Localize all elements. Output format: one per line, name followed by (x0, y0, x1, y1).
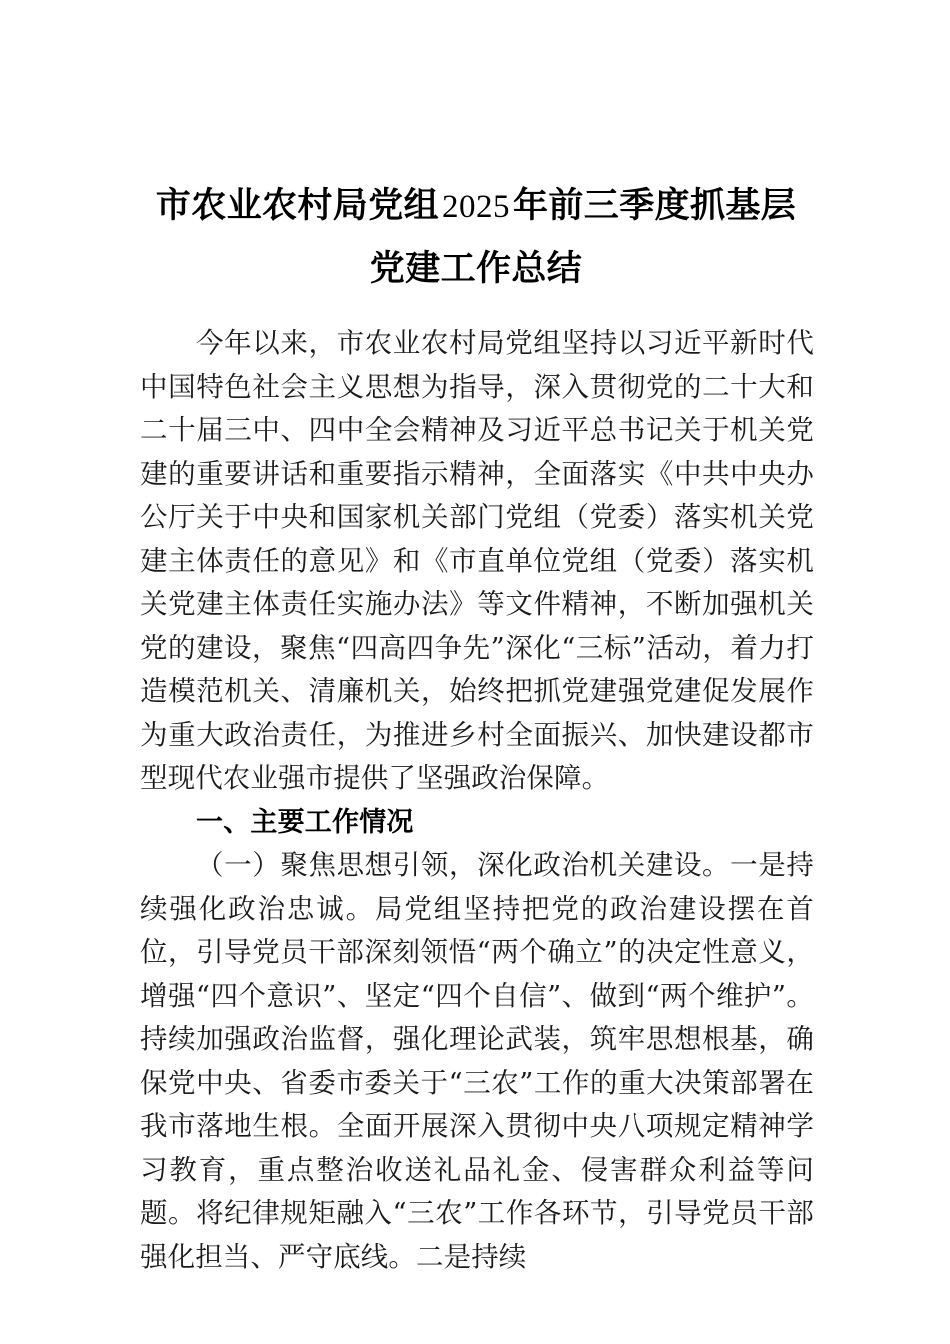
title-year: 2025 (442, 189, 510, 226)
document-title-line-2: 党建工作总结 (369, 248, 583, 290)
subsection-paragraph-1: （一）聚焦思想引领，深化政治机关建设。一是持续强化政治忠诚。局党组坚持把党的政治建设摆在首位，引导党员干部深刻领悟“两个确立”的决定性意义，增强“四个意识”、坚定“四个自信”、做到“两个维护”。持续加强政治监督，强化理论武装，筑牢思想根基，确保党中央、省委市委关于“三农”工作的重大决策部署在我市落地生根。全面开展深入贯彻中央八项规定精神学习教育，重点整治收送礼品礼金、侵害群众利益等问题。将纪律规矩融入“三农”工作各环节，引导党员干部强化担当、严守底线。二是持续 (140, 849, 814, 1273)
document-title-line-1 (139, 175, 813, 238)
title-part-before-year: 市农业农村局党组 (155, 185, 439, 227)
document-body (140, 322, 814, 1279)
title-part-after-year: 年前三季度抓基层 (513, 185, 797, 227)
section-heading-1: 一、主要工作情况 (196, 806, 414, 838)
document-title (139, 175, 813, 300)
intro-paragraph: 今年以来，市农业农村局党组坚持以习近平新时代中国特色社会主义思想为指导，深入贯彻党的二十大和二十届三中、四中全会精神及习近平总书记关于机关党建的重要讲话和重要指示精神，全面落实《中共中央办公厅关于中央和国家机关部门党组（党委）落实机关党建主体责任的意见》和《市直单位党组（党委）落实机关党建主体责任实施办法》等文件精神，不断加强机关党的建设，聚焦“四高四争先”深化“三标”活动，着力打造模范机关、清廉机关，始终把抓党建强党建促发展作为重大政治责任，为推进乡村全面振兴、加快建设都市型现代农业强市提供了坚强政治保障。 (140, 327, 814, 794)
